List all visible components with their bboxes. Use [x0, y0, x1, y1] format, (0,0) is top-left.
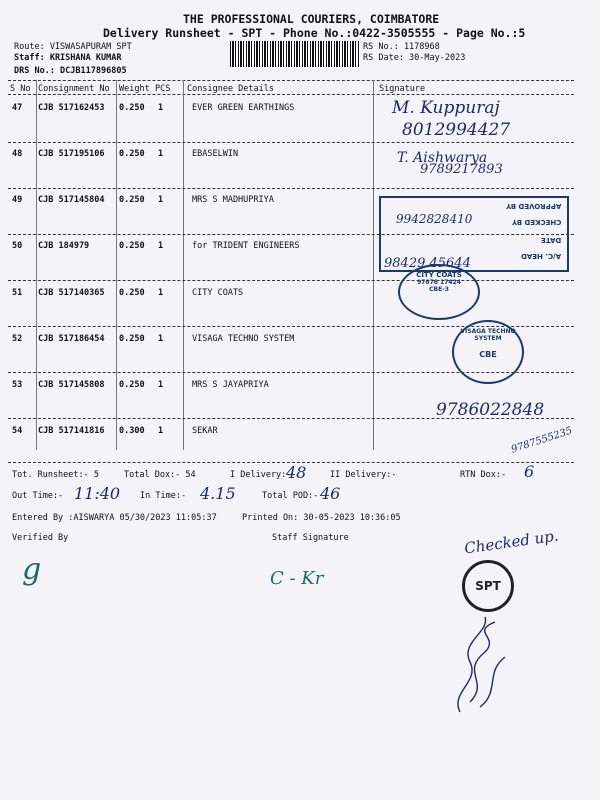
row-separator — [8, 142, 574, 143]
total-pod-label: Total POD:- — [262, 491, 319, 501]
signature-47-phone: 8012994427 — [402, 120, 511, 140]
row-sno: 48 — [12, 149, 23, 159]
company-title: THE PROFESSIONAL COURIERS, COIMBATORE — [183, 12, 440, 26]
row-weight: 0.250 — [119, 195, 145, 205]
col-header-consignment: Consignment No — [38, 84, 110, 94]
staff-signature: C - Kr — [270, 568, 324, 589]
rs-number: RS No.: 1178968 — [363, 42, 440, 52]
row-sno: 51 — [12, 288, 23, 298]
row-consignee: for TRIDENT ENGINEERS — [192, 241, 300, 251]
signature-48-name: T. Aishwarya — [397, 150, 488, 166]
signature-50-phone: 98429 45644 — [384, 256, 471, 271]
signature-48-phone: 9789217893 — [420, 162, 503, 177]
total-dox: Total Dox:- 54 — [124, 470, 196, 480]
row-weight: 0.250 — [119, 149, 145, 159]
row-sno: 52 — [12, 334, 23, 344]
printed-on: Printed On: 30-05-2023 10:36:05 — [242, 513, 401, 523]
scribble-signature — [440, 612, 520, 722]
ac-head-label: A/C. HEAD — [520, 252, 561, 260]
row-weight: 0.250 — [119, 103, 145, 113]
signature-49-phone: 9942828410 — [396, 212, 473, 226]
rtn-dox-label: RTN Dox:- — [460, 470, 507, 480]
row-consignment: CJB 517162453 — [38, 103, 105, 113]
city-coats-stamp — [398, 264, 480, 320]
city-coats-stamp-name: CITY COATS — [416, 271, 462, 279]
row-weight: 0.250 — [119, 241, 145, 251]
signature-47-name: M. Kuppuraj — [392, 98, 500, 118]
tot-runsheet: Tot. Runsheet:- 5 — [12, 470, 99, 480]
spt-stamp-label: SPT — [475, 579, 501, 593]
row-consignment: CJB 517145804 — [38, 195, 105, 205]
visaga-stamp-name: VISAGA TECHNO SYSTEM — [460, 328, 516, 342]
col-header-sno: S No — [10, 84, 31, 94]
verified-by-label: Verified By — [12, 533, 69, 543]
drs-number: DRS No.: DCJB117896805 — [14, 66, 127, 76]
row-sno: 50 — [12, 241, 23, 251]
col-header-signature: Signature — [379, 84, 426, 94]
table-top-rule — [8, 80, 574, 81]
row-consignee: EBASELWIN — [192, 149, 239, 159]
row-pcs: 1 — [158, 380, 164, 390]
in-time-label: In Time:- — [140, 491, 187, 501]
row-pcs: 1 — [158, 334, 164, 344]
row-pcs: 1 — [158, 288, 164, 298]
row-pcs: 1 — [158, 195, 164, 205]
row-separator — [8, 280, 574, 281]
row-consignment: CJB 184979 — [38, 241, 90, 251]
staff-signature-label: Staff Signature — [272, 533, 349, 543]
row-consignment: CJB 517195106 — [38, 149, 105, 159]
row-consignee: MRS S JAYAPRIYA — [192, 380, 269, 390]
row-sno: 47 — [12, 103, 23, 113]
date-label: DATE — [540, 236, 561, 244]
col-header-consignee: Consignee Details — [187, 84, 274, 94]
row-consignee: EVER GREEN EARTHINGS — [192, 103, 295, 113]
in-time-value: 4.15 — [200, 484, 236, 503]
row-sno: 49 — [12, 195, 23, 205]
row-pcs: 1 — [158, 103, 164, 113]
spt-stamp — [462, 560, 514, 612]
rtn-dox-value: 6 — [524, 462, 535, 481]
entered-by: Entered By :AISWARYA 05/30/2023 11:05:37 — [12, 513, 217, 523]
visaga-stamp — [452, 320, 524, 384]
row-weight: 0.250 — [119, 380, 145, 390]
row-weight: 0.250 — [119, 334, 145, 344]
row-consignment: CJB 517145808 — [38, 380, 105, 390]
barcode — [230, 41, 360, 67]
row-separator — [8, 188, 574, 189]
row-sno: 54 — [12, 426, 23, 436]
col-divider — [36, 80, 37, 450]
city-coats-stamp-code: 97876 17424 — [417, 279, 461, 286]
col-divider — [183, 80, 184, 450]
out-time-label: Out Time:- — [12, 491, 64, 501]
approval-stamp — [379, 196, 569, 272]
row-consignee: MRS S MADHUPRIYA — [192, 195, 274, 205]
rs-date: RS Date: 30-May-2023 — [363, 53, 466, 63]
row-pcs: 1 — [158, 241, 164, 251]
i-delivery-label: I Delivery:- — [230, 470, 292, 480]
visaga-stamp-cbe: CBE — [479, 350, 497, 359]
row-consignment: CJB 517141816 — [38, 426, 105, 436]
checked-note: Checked up. — [463, 526, 560, 558]
row-sno: 53 — [12, 380, 23, 390]
row-consignee: CITY COATS — [192, 288, 244, 298]
col-divider — [373, 80, 374, 450]
signature-54-phone: 9787555235 — [509, 425, 574, 456]
ii-delivery-label: II Delivery:- — [330, 470, 397, 480]
col-divider — [116, 80, 117, 450]
total-pod-value: 46 — [320, 484, 341, 503]
row-consignee: VISAGA TECHNO SYSTEM — [192, 334, 295, 344]
i-delivery-value: 48 — [286, 463, 307, 482]
signature-53-phone: 9786022848 — [436, 400, 545, 420]
row-consignment: CJB 517140365 — [38, 288, 105, 298]
row-pcs: 1 — [158, 426, 164, 436]
table-header-rule — [8, 94, 574, 95]
col-header-weight: Weight — [119, 84, 150, 94]
approved-by-label: APPROVED BY — [505, 202, 561, 210]
staff-label: Staff: KRISHANA KUMAR — [14, 53, 122, 63]
route-label: Route: VISWASAPURAM SPT — [14, 42, 132, 52]
row-pcs: 1 — [158, 149, 164, 159]
verified-signature: g — [22, 552, 42, 587]
checked-by-label: CHECKED BY — [511, 218, 561, 226]
col-header-pcs: PCS — [155, 84, 171, 94]
runsheet-subtitle: Delivery Runsheet - SPT - Phone No.:0422-3505555 - Page No.:5 — [103, 26, 526, 40]
row-weight: 0.300 — [119, 426, 145, 436]
row-consignment: CJB 517186454 — [38, 334, 105, 344]
city-coats-stamp-cbe: CBE-3 — [429, 286, 449, 293]
row-consignee: SEKAR — [192, 426, 218, 436]
row-weight: 0.250 — [119, 288, 145, 298]
out-time-value: 11:40 — [74, 484, 121, 503]
